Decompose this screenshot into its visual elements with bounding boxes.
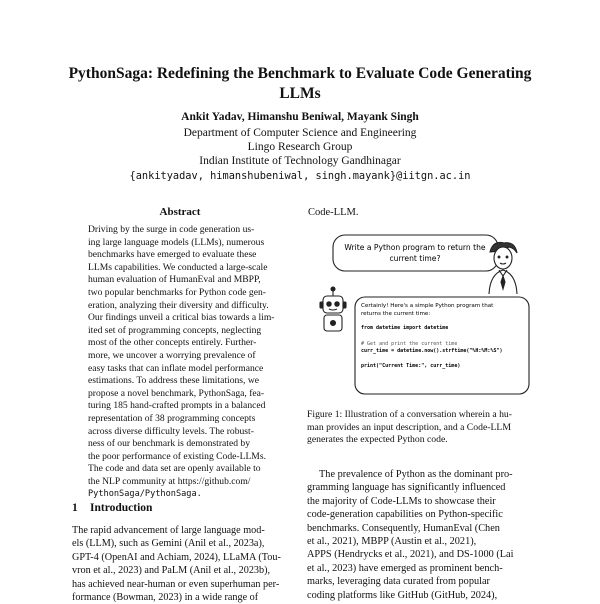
abstract-line: most of the other concepts entirely. Further- xyxy=(88,337,257,349)
caption-line: generates the expected Python code. xyxy=(307,434,448,446)
abstract-line: representation of 38 programming concepts xyxy=(88,412,256,424)
right-column-continuation: Code-LLM. xyxy=(308,207,359,218)
question-bubble xyxy=(333,235,498,271)
section-title: Introduction xyxy=(90,502,153,514)
code-line-3: # Get and print the current time xyxy=(361,341,458,347)
section-number: 1 xyxy=(72,502,78,514)
abstract-line: the poor performance of existing Code-LLMs. xyxy=(88,450,266,462)
answer-line-1: Certainly! Here's a simple Python program that xyxy=(361,303,494,309)
intro-line: els (LLM), such as Gemini (Anil et al., 2023a), xyxy=(72,538,265,550)
abstract-line: ited set of programming concepts, neglecting xyxy=(88,324,262,336)
author-emails: {ankityadav, himanshubeniwal, singh.mayank}@iitgn.ac.in xyxy=(129,170,471,182)
affiliation-institute: Indian Institute of Technology Gandhinagar xyxy=(199,155,401,167)
figure-1-caption xyxy=(307,409,529,447)
figure-1-conversation xyxy=(306,232,530,402)
paper-title xyxy=(60,64,540,104)
caption-line: man provides an input description, and a Code-LLM xyxy=(307,421,511,433)
paragraph-line: APPS (Hendrycks et al., 2021), and DS-1000 (Lai xyxy=(307,549,514,561)
intro-line: The rapid advancement of large language mod- xyxy=(72,525,265,536)
robot-icon xyxy=(320,287,346,331)
author-list: Ankit Yadav, Himanshu Beniwal, Mayank Singh xyxy=(181,111,419,123)
abstract-line: eration, analyzing their diversity and difficulty. xyxy=(88,299,269,311)
paragraph-line: gramming language has significantly influenced xyxy=(307,482,506,494)
abstract-line: across diverse difficulty levels. The robust- xyxy=(88,425,254,437)
caption-line: Figure 1: Illustration of a conversation wherein a hu- xyxy=(307,409,512,420)
abstract-body xyxy=(88,224,276,501)
introduction-body xyxy=(72,524,294,604)
paragraph-line: coding platforms like GitHub (GitHub, 2024), xyxy=(307,589,498,601)
paragraph-line: benchmarks. Consequently, HumanEval (Chen xyxy=(307,522,500,534)
abstract-line: turing 185 hand-crafted prompts in a balanced xyxy=(88,400,266,412)
paragraph-line: et al., 2021), MBPP (Austin et al., 2021), xyxy=(307,536,477,548)
paragraph-line: the majority of Code-LLMs to showcase their xyxy=(307,495,496,507)
question-line-2: current time? xyxy=(389,254,441,263)
right-column-paragraph xyxy=(307,468,529,602)
abstract-line: easy tasks that can inflate model performance xyxy=(88,362,264,374)
affiliation-group: Lingo Research Group xyxy=(247,141,353,153)
intro-line: formance (Bowman, 2023) in a wide range of xyxy=(72,592,259,604)
abstract-line: the NLP community at https://github.com/ xyxy=(88,475,251,487)
abstract-line: more, we uncover a worrying prevalence of xyxy=(88,349,256,361)
affiliation-department: Department of Computer Science and Engineering xyxy=(183,127,417,139)
abstract-line: LLMs capabilities. We conducted a large-scale xyxy=(88,261,268,273)
abstract-line: ing large language models (LLMs), numerous xyxy=(88,236,265,248)
abstract-line: human evaluation of HumanEval and MBPP, xyxy=(88,274,261,286)
intro-line: GPT-4 (OpenAI and Achiam, 2024), LLaMA (Tou- xyxy=(72,551,281,563)
intro-line: vron et al., 2023) and PaLM (Anil et al., 2023b), xyxy=(72,565,271,577)
paragraph-line: marks, leveraging data curated from popular xyxy=(307,576,490,588)
paragraph-line: The prevalence of Python as the dominant pro- xyxy=(319,469,513,480)
paragraph-line: et al., 2023) have emerged as prominent bench- xyxy=(307,562,503,574)
abstract-line-url: PythonSaga/PythonSaga. xyxy=(88,489,202,500)
paragraph-line: code-generation capabilities on Python-specific xyxy=(307,509,503,521)
abstract-line: benchmarks have emerged to evaluate these xyxy=(88,249,257,261)
abstract-line: The code and data set are openly available to xyxy=(88,463,261,475)
abstract-line: propose a novel benchmark, PythonSaga, fea- xyxy=(88,387,265,399)
code-line-6: print("Current Time:", curr_time) xyxy=(361,363,461,369)
abstract-line: ness of our benchmark is demonstrated by xyxy=(88,438,250,450)
question-line-1: Write a Python program to return the xyxy=(344,243,486,252)
abstract-line: estimations. To address these limitations, we xyxy=(88,375,260,387)
code-line-1: from datetime import datetime xyxy=(361,325,449,331)
abstract-line: two popular benchmarks for Python code gen- xyxy=(88,286,266,298)
abstract-line: Driving by the surge in code generation us- xyxy=(88,224,255,235)
code-line-4: curr_time = datetime.now().strftime("%H:%M:%S") xyxy=(361,348,503,354)
section-heading xyxy=(72,502,152,514)
intro-line: has achieved near-human or even superhuman per- xyxy=(72,578,280,590)
title-line-1: PythonSaga: Redefining the Benchmark to Evaluate Code Generating xyxy=(68,65,532,82)
title-line-2: LLMs xyxy=(279,85,321,102)
answer-line-2: returns the current time: xyxy=(361,311,431,317)
abstract-line: Our findings unveil a critical bias towards a lim- xyxy=(88,312,275,324)
abstract-heading: Abstract xyxy=(159,206,201,218)
